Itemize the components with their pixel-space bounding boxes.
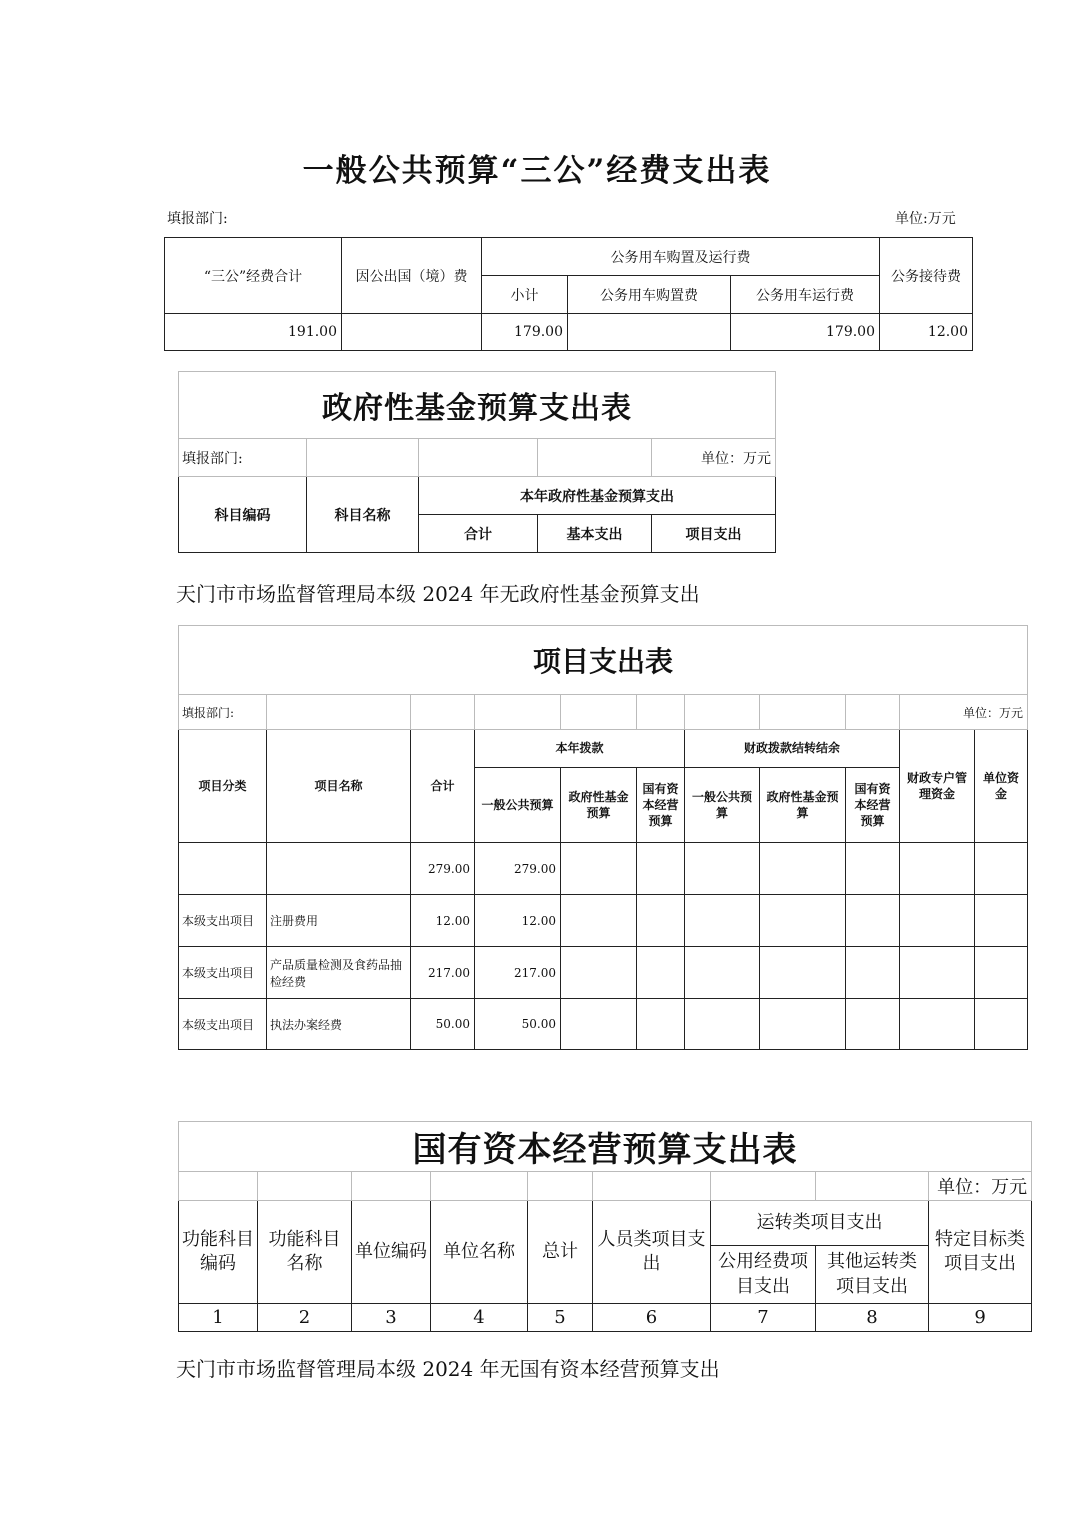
t1-value-purchase: [568, 314, 731, 351]
table-row: [165, 314, 973, 351]
t4-header-func-code: 功能科目编码: [179, 1201, 258, 1304]
table-row: [179, 999, 1028, 1050]
t1-value-abroad: [342, 314, 482, 351]
t1-unit-label: 单位:万元: [895, 211, 956, 227]
t3-row-name: 产品质量检测及食药品抽检经费: [267, 947, 411, 999]
t2-dept-label: 填报部门:: [179, 439, 307, 477]
table-row: [179, 895, 1028, 947]
t1-header-purchase: 公务用车购置费: [568, 276, 731, 314]
t3-header-category: 项目分类: [179, 730, 267, 843]
t2-unit-label: 单位：万元: [652, 439, 776, 477]
t4-header-total: 总计: [528, 1201, 593, 1304]
t3-row-total: 50.00: [411, 999, 475, 1050]
t3-header-unit-fund: 单位资金: [975, 730, 1028, 843]
t1-header-total: “三公”经费合计: [165, 238, 342, 314]
t1-header-subtotal: 小计: [482, 276, 568, 314]
t4-unit-label: 单位：万元: [929, 1172, 1032, 1201]
t3-row-general: 217.00: [475, 947, 561, 999]
t3-header-special: 财政专户管理资金: [900, 730, 975, 843]
t3-header-current: 本年拨款: [475, 730, 685, 768]
t4-column-number: 6: [593, 1304, 711, 1332]
t3-unit-label: 单位：万元: [900, 695, 1028, 730]
t4-column-number: 5: [528, 1304, 593, 1332]
t2-header-name: 科目名称: [307, 477, 419, 553]
t4-header-func-name: 功能科目名称: [258, 1201, 352, 1304]
t3-row-total: 217.00: [411, 947, 475, 999]
t4-header-specific: 特定目标类项目支出: [929, 1201, 1032, 1304]
t3-dept-label: 填报部门:: [179, 695, 267, 730]
t4-column-number: 8: [816, 1304, 929, 1332]
t3-row-category: 本级支出项目: [179, 947, 267, 999]
t3-row-name: 注册费用: [267, 895, 411, 947]
t3-row-category: 本级支出项目: [179, 895, 267, 947]
t3-header-carry-fund: 政府性基金预算: [760, 768, 846, 843]
t2-header-code: 科目编码: [179, 477, 307, 553]
t3-row-name: 执法办案经费: [267, 999, 411, 1050]
project-expense-table: [178, 625, 1028, 1050]
t1-value-reception: 12.00: [880, 314, 973, 351]
t3-header-name: 项目名称: [267, 730, 411, 843]
t4-header-unit-code: 单位编码: [352, 1201, 431, 1304]
t4-column-number: 4: [431, 1304, 528, 1332]
t2-title: 政府性基金预算支出表: [179, 372, 776, 439]
government-fund-table: [178, 371, 776, 553]
t4-header-public: 公用经费项目支出: [711, 1246, 816, 1304]
t3-row-general: 12.00: [475, 895, 561, 947]
t1-header-abroad: 因公出国（境）费: [342, 238, 482, 314]
t1-header-vehicle: 公务用车购置及运行费: [482, 238, 880, 276]
t2-header-project: 项目支出: [652, 515, 776, 553]
t4-column-number: 1: [179, 1304, 258, 1332]
t3-total-general: 279.00: [475, 843, 561, 895]
t4-column-number: 3: [352, 1304, 431, 1332]
t2-note: 天门市市场监督管理局本级 2024 年无政府性基金预算支出: [176, 582, 700, 606]
t3-header-carryover: 财政拨款结转结余: [685, 730, 900, 768]
three-public-expense-table: [164, 237, 973, 351]
t4-header-other: 其他运转类项目支出: [816, 1246, 929, 1304]
t3-row-total: 12.00: [411, 895, 475, 947]
t3-header-current-general: 一般公共预算: [475, 768, 561, 843]
t3-header-current-state: 国有资本经营预算: [637, 768, 685, 843]
t3-row-category: 本级支出项目: [179, 999, 267, 1050]
t3-total-total: 279.00: [411, 843, 475, 895]
t2-header-group: 本年政府性基金预算支出: [419, 477, 776, 515]
t1-header-reception: 公务接待费: [880, 238, 973, 314]
t3-header-carry-state: 国有资本经营预算: [846, 768, 900, 843]
table-row: [179, 843, 1028, 895]
t2-header-basic: 基本支出: [538, 515, 652, 553]
t1-title: 一般公共预算“三公”经费支出表: [302, 153, 772, 189]
t1-value-total: 191.00: [165, 314, 342, 351]
t4-column-number: 2: [258, 1304, 352, 1332]
t3-header-current-fund: 政府性基金预算: [561, 768, 637, 843]
t4-column-number: 9: [929, 1304, 1032, 1332]
t1-value-subtotal: 179.00: [482, 314, 568, 351]
t1-dept-label: 填报部门:: [167, 211, 228, 227]
table-row: [179, 1304, 1032, 1332]
t4-header-unit-name: 单位名称: [431, 1201, 528, 1304]
t3-header-total: 合计: [411, 730, 475, 843]
state-capital-table: [178, 1121, 1032, 1332]
t2-header-total: 合计: [419, 515, 538, 553]
t4-note: 天门市市场监督管理局本级 2024 年无国有资本经营预算支出: [176, 1357, 720, 1381]
t1-value-operation: 179.00: [731, 314, 880, 351]
t4-header-transfer: 运转类项目支出: [711, 1201, 929, 1246]
t3-header-carry-general: 一般公共预算: [685, 768, 760, 843]
t4-title: 国有资本经营预算支出表: [179, 1122, 1032, 1172]
t4-header-personnel: 人员类项目支出: [593, 1201, 711, 1304]
table-row: [179, 947, 1028, 999]
t3-row-general: 50.00: [475, 999, 561, 1050]
t4-column-number: 7: [711, 1304, 816, 1332]
t1-header-operation: 公务用车运行费: [731, 276, 880, 314]
t3-title: 项目支出表: [179, 626, 1028, 695]
